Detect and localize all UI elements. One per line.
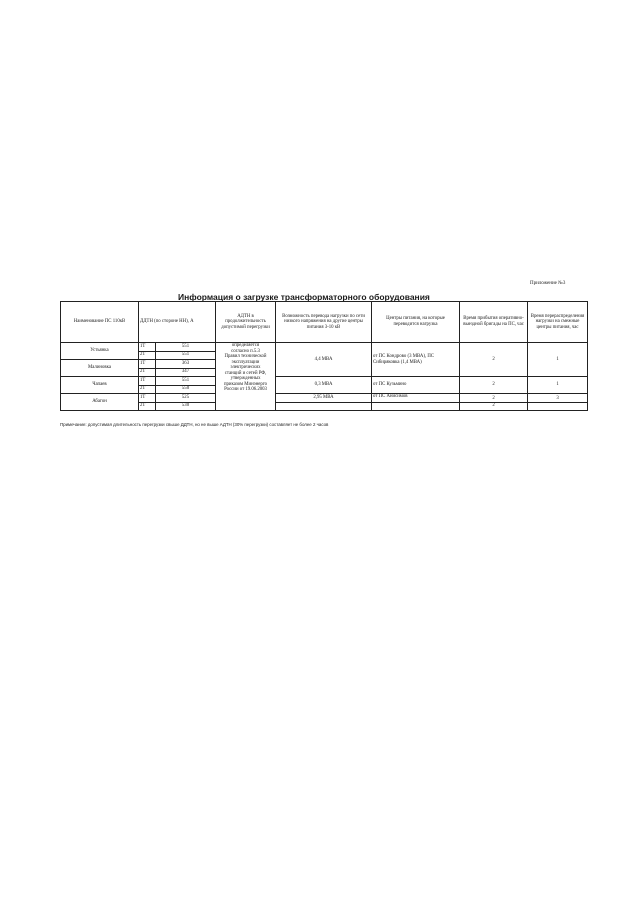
transformer-value: 530 [156, 402, 216, 411]
transfer-possibility [276, 402, 372, 411]
substation-name: Абагон [61, 394, 139, 411]
table-header-row [61, 302, 588, 343]
transformer-id: 2Т [139, 368, 156, 377]
transfer-time: 1 [528, 377, 588, 394]
transfer-possibility: 2,95 МВА [276, 394, 372, 403]
header-transfer-time: Время перераспределения нагрузки на смежные центры питания, час [528, 302, 588, 343]
transfer-time: 3 [528, 394, 588, 403]
transformer-id: 2Т [139, 385, 156, 394]
transformer-id: 2Т [139, 402, 156, 411]
header-transfer-possibility: Возможность перевода нагрузки по сети низкого напряжения на другие центры питания 3-10 кВ [276, 302, 372, 343]
supply-centers: от ПС Кондрово (3 МВА), ПС Сибиряковка (1,4 МВА) [372, 343, 460, 377]
header-ddtn: ДДТН (по стороне НН), А [139, 302, 216, 343]
transformer-load-table [60, 301, 588, 411]
transformer-id: 1Т [139, 394, 156, 403]
arrival-time: 2 [460, 343, 528, 377]
supply-centers [372, 402, 460, 411]
transfer-possibility: 0,3 МВА [276, 377, 372, 394]
transfer-time: 1 [528, 343, 588, 377]
header-arrival-time: Время прибытия оперативно-выездной бригады на ПС, час [460, 302, 528, 343]
substation-name: Чапаев [61, 377, 139, 394]
header-adtn: АДТН в продолжительность допустимой перегрузки [216, 302, 276, 343]
arrival-time: 2 [460, 377, 528, 394]
transformer-value: 551 [156, 351, 216, 360]
footnote: Примечание: допустимая длительность перегрузки свыше ДДТН, но не выше АДТН (30% перегрузки) составляет не более 2 часов [60, 422, 329, 427]
substation-name: Малиновка [61, 360, 139, 377]
transfer-possibility: 4,4 МВА [276, 343, 372, 377]
header-substation-name: Наименование ПС 110кВ [61, 302, 139, 343]
header-supply-centers: Центры питания, на которые переводится нагрузка [372, 302, 460, 343]
transformer-id: 2Т [139, 351, 156, 360]
transformer-id: 1Т [139, 360, 156, 369]
substation-name: Устьянка [61, 343, 139, 360]
transformer-value: 363 [156, 360, 216, 369]
transformer-id: 1Т [139, 343, 156, 352]
transformer-value: 550 [156, 385, 216, 394]
transformer-value: 551 [156, 377, 216, 386]
transformer-id: 1Т [139, 377, 156, 386]
arrival-time: 2 [460, 394, 528, 403]
supply-centers: от ПС Кузьмино [372, 377, 460, 394]
supply-centers: от ПС Анисимов [372, 394, 460, 403]
transformer-value: 551 [156, 343, 216, 352]
arrival-time: 2 [460, 402, 528, 411]
adtn-description: определяется согласно п.5.3 Правил технической эксплуатации электрических станций и сетей РФ, утвержденных приказом Минэнерго России от 19.06.2003 [216, 343, 276, 411]
transformer-value: 347 [156, 368, 216, 377]
transformer-value: 525 [156, 394, 216, 403]
transfer-time [528, 402, 588, 411]
appendix-label: Приложение №3 [530, 281, 566, 286]
document-title: Информация о загрузке трансформаторного оборудования [178, 292, 430, 302]
table-row [61, 377, 588, 386]
